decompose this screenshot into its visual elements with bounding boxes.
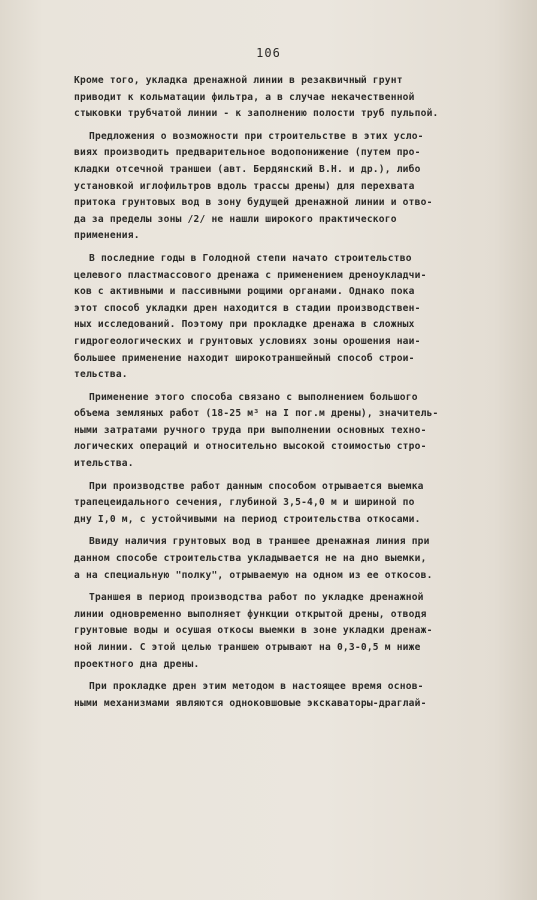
text-line: данном способе строительства укладывается не на дно выемки, — [74, 553, 427, 565]
text-line: трапецеидального сечения, глубиной 3,5-4,0 м и шириной по — [74, 497, 415, 509]
paragraph — [74, 534, 514, 584]
text-line: Траншея в период производства работ по укладке дренажной — [89, 592, 424, 604]
text-line: ительства. — [74, 458, 134, 470]
text-line: При прокладке дрен этим методом в настоящее время основ- — [89, 681, 424, 693]
paragraph — [74, 479, 514, 529]
text-line: При производстве работ данным способом отрывается выемка — [89, 480, 424, 492]
paragraph — [74, 73, 514, 123]
text-line: ными затратами ручного труда при выполнении основных техно- — [74, 424, 427, 436]
text-line: а на специальную "полку", отрываемую на одном из ее откосов. — [74, 569, 433, 581]
text-line: притока грунтовых вод в зону будущей дренажной линии и отво- — [74, 197, 433, 209]
text-line: ков с активными и пассивными рощими органами. Однако пока — [74, 286, 415, 298]
paragraph — [74, 590, 514, 673]
text-line: ными механизмами являются одноковшовые экскаваторы-драглай- — [74, 697, 427, 709]
text-line: В последние годы в Голодной степи начато строительство — [89, 252, 412, 264]
paragraph — [74, 679, 514, 712]
page-number: 106 — [256, 46, 281, 60]
text-line: стыковки трубчатой линии - к заполнению полости труб пульпой. — [74, 108, 439, 120]
text-line: ной линии. С этой целью траншею отрывают на 0,3-0,5 м ниже — [74, 642, 421, 653]
text-line: виях производить предварительное водопонижение (путем про- — [74, 147, 421, 159]
text-line: объема земляных работ (18-25 м³ на I пог.м дрены), значитель- — [74, 408, 439, 420]
document-body — [74, 73, 514, 712]
text-line: целевого пластмассового дренажа с применением дреноукладчи- — [74, 269, 427, 281]
text-line: применения. — [74, 230, 140, 242]
text-line: гидрогеологических и грунтовых условиях зоны орошения наи- — [74, 335, 421, 347]
paragraph — [74, 251, 514, 384]
text-line: приводит к кольматации фильтра, а в случае некачественной — [74, 91, 415, 103]
text-line: тельства. — [74, 369, 128, 381]
text-line: логических операций и относительно высокой стоимостью стро- — [74, 441, 427, 453]
text-line: проектного дна дрены. — [74, 658, 200, 670]
text-line: грунтовые воды и осушая откосы выемки в зоне укладки дренаж- — [74, 625, 433, 637]
paragraph — [74, 129, 514, 245]
text-line: Кроме того, укладка дренажной линии в резаквичный грунт — [74, 75, 403, 86]
text-line: этот способ укладки дрен находится в стадии производствен- — [74, 302, 421, 314]
text-line: Ввиду наличия грунтовых вод в траншее дренажная линия при — [89, 536, 430, 548]
text-line: да за пределы зоны /2/ не нашли широкого практического — [74, 213, 397, 225]
text-line: установкой иглофильтров вдоль трассы дрены) для перехвата — [74, 180, 415, 192]
text-line: ных исследований. Поэтому при прокладке дренажа в сложных — [74, 319, 415, 331]
text-line: Предложения о возможности при строительстве в этих усло- — [89, 130, 424, 142]
text-line: кладки отсечной траншеи (авт. Бердянский В.Н. и др.), либо — [74, 163, 421, 175]
text-line: Применение этого способа связано с выполнением большого — [89, 391, 418, 403]
text-line: дну I,0 м, с устойчивыми на период строительства откосами. — [74, 513, 421, 525]
text-line: большее применение находит широкотраншейный способ строи- — [74, 352, 415, 364]
text-line: линии одновременно выполняет функции открытой дрены, отводя — [74, 608, 427, 620]
paragraph — [74, 390, 514, 473]
